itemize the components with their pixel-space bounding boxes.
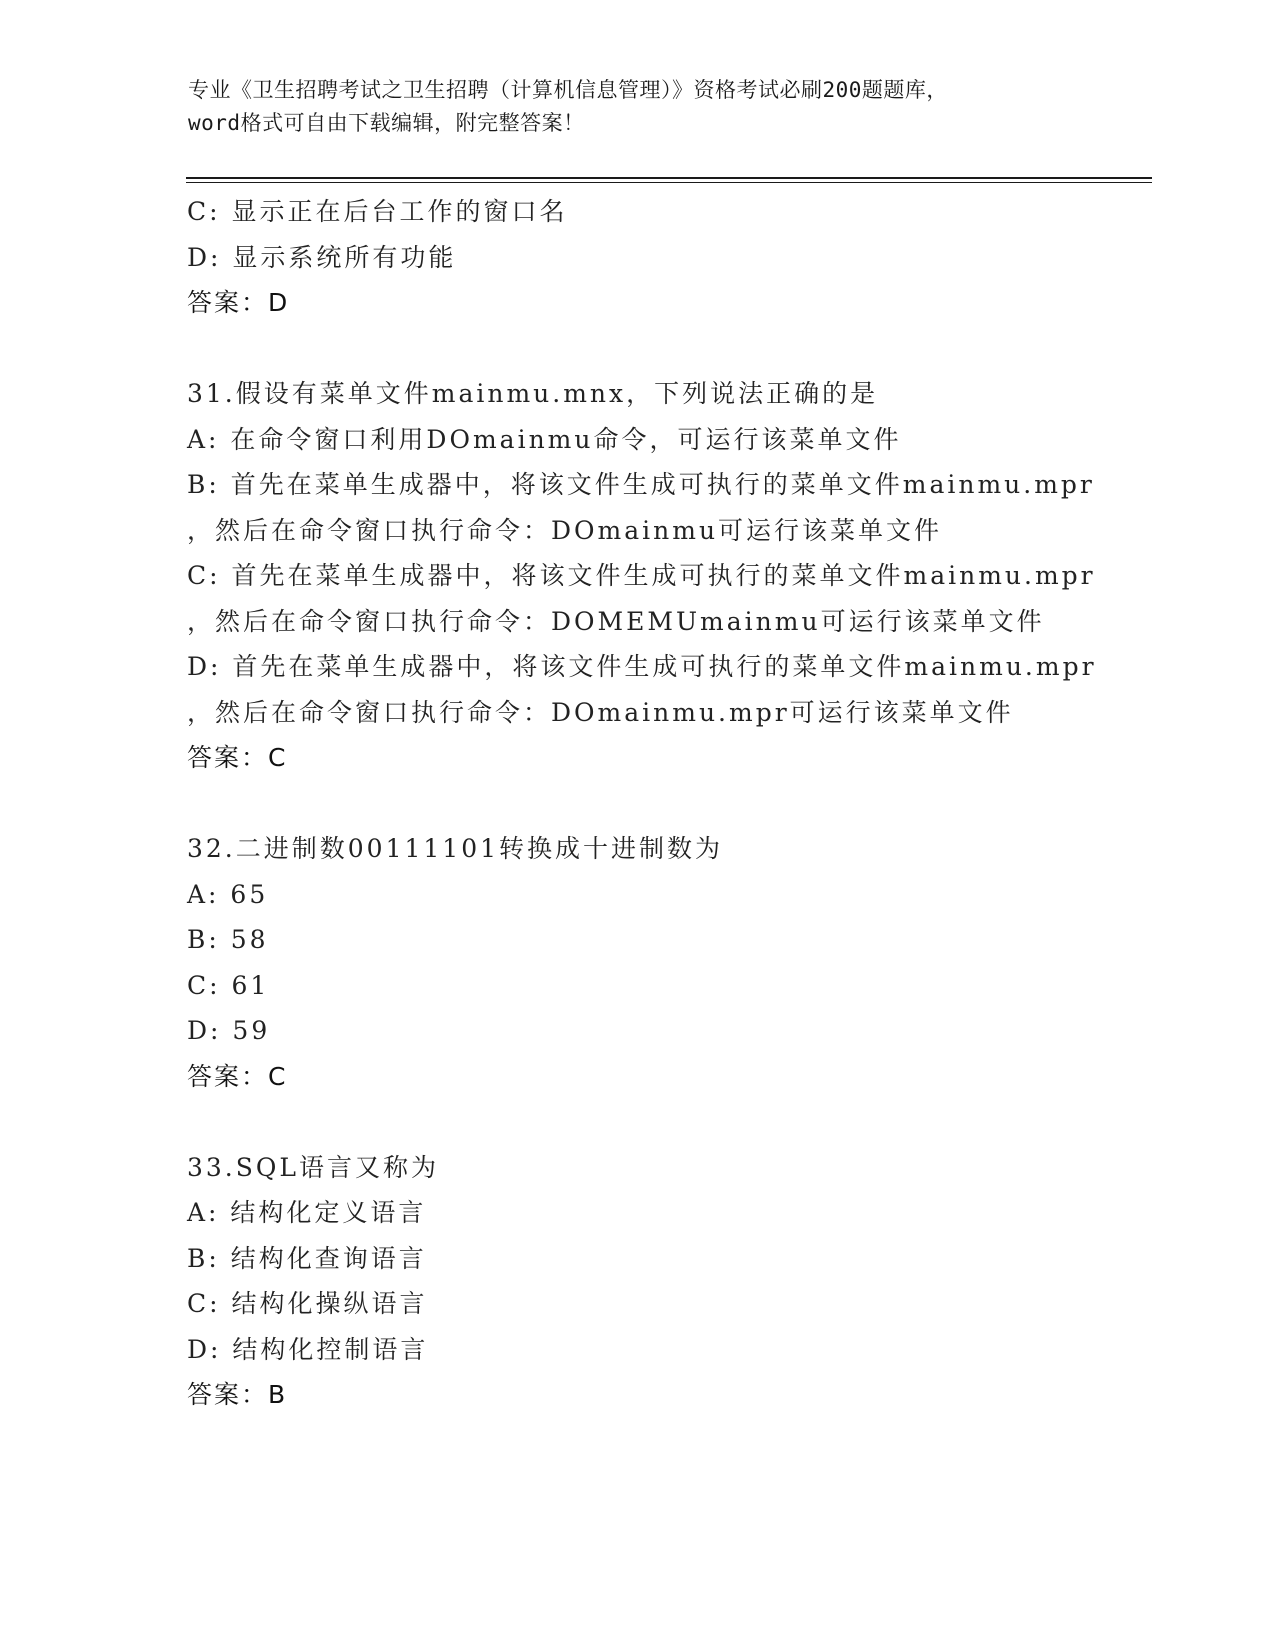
spacer xyxy=(187,326,1147,372)
header-divider-thin xyxy=(186,182,1152,183)
option-d: D: 首先在菜单生成器中，将该文件生成可执行的菜单文件mainmu.mpr xyxy=(187,652,1097,681)
option-c: C: 61 xyxy=(187,970,270,1000)
answer-line: 答案：C xyxy=(187,743,288,772)
answer-line: 答案：D xyxy=(187,288,290,317)
spacer xyxy=(187,781,1147,827)
question-block-32 xyxy=(187,826,1147,1099)
option-b-continued: ，然后在命令窗口执行命令：DOmainmu可运行该菜单文件 xyxy=(187,515,943,545)
option-c: C: 结构化操纵语言 xyxy=(187,1289,428,1318)
answer-line: 答案：B xyxy=(187,1380,288,1409)
spacer xyxy=(187,1099,1147,1145)
option-d: D: 59 xyxy=(187,1016,271,1045)
option-c: C: 显示正在后台工作的窗口名 xyxy=(187,197,568,226)
question-list xyxy=(187,189,1147,1418)
option-b: B: 结构化查询语言 xyxy=(187,1243,427,1273)
option-a: A: 结构化定义语言 xyxy=(187,1198,427,1227)
header-line-1: 专业《卫生招聘考试之卫生招聘（计算机信息管理）》资格考试必刷200题题库， xyxy=(188,78,948,102)
option-c-continued: ，然后在命令窗口执行命令：DOMEMUmainmu可运行该菜单文件 xyxy=(187,606,1045,636)
option-a: A: 在命令窗口利用DOmainmu命令，可运行该菜单文件 xyxy=(187,424,902,454)
option-b: B: 首先在菜单生成器中，将该文件生成可执行的菜单文件mainmu.mpr xyxy=(187,470,1095,499)
question-block-33 xyxy=(187,1145,1147,1418)
question-text: 32.二进制数00111101转换成十进制数为 xyxy=(187,834,724,863)
header-line-2: word格式可自由下载编辑，附完整答案！ xyxy=(188,111,585,135)
option-c: C: 首先在菜单生成器中，将该文件生成可执行的菜单文件mainmu.mpr xyxy=(187,561,1096,590)
question-block-30 xyxy=(187,189,1147,326)
question-text: 33.SQL语言又称为 xyxy=(187,1152,439,1182)
option-d-continued: ，然后在命令窗口执行命令：DOmainmu.mpr可运行该菜单文件 xyxy=(187,697,1014,727)
option-d: D: 结构化控制语言 xyxy=(187,1334,429,1364)
answer-line: 答案：C xyxy=(187,1061,288,1091)
option-a: A: 65 xyxy=(187,879,269,909)
header-divider-thick xyxy=(186,177,1152,179)
option-b: B: 58 xyxy=(187,925,269,954)
document-header xyxy=(188,74,1088,140)
question-block-31 xyxy=(187,371,1147,781)
question-text: 31.假设有菜单文件mainmu.mnx，下列说法正确的是 xyxy=(187,379,879,408)
option-d: D: 显示系统所有功能 xyxy=(187,242,457,272)
